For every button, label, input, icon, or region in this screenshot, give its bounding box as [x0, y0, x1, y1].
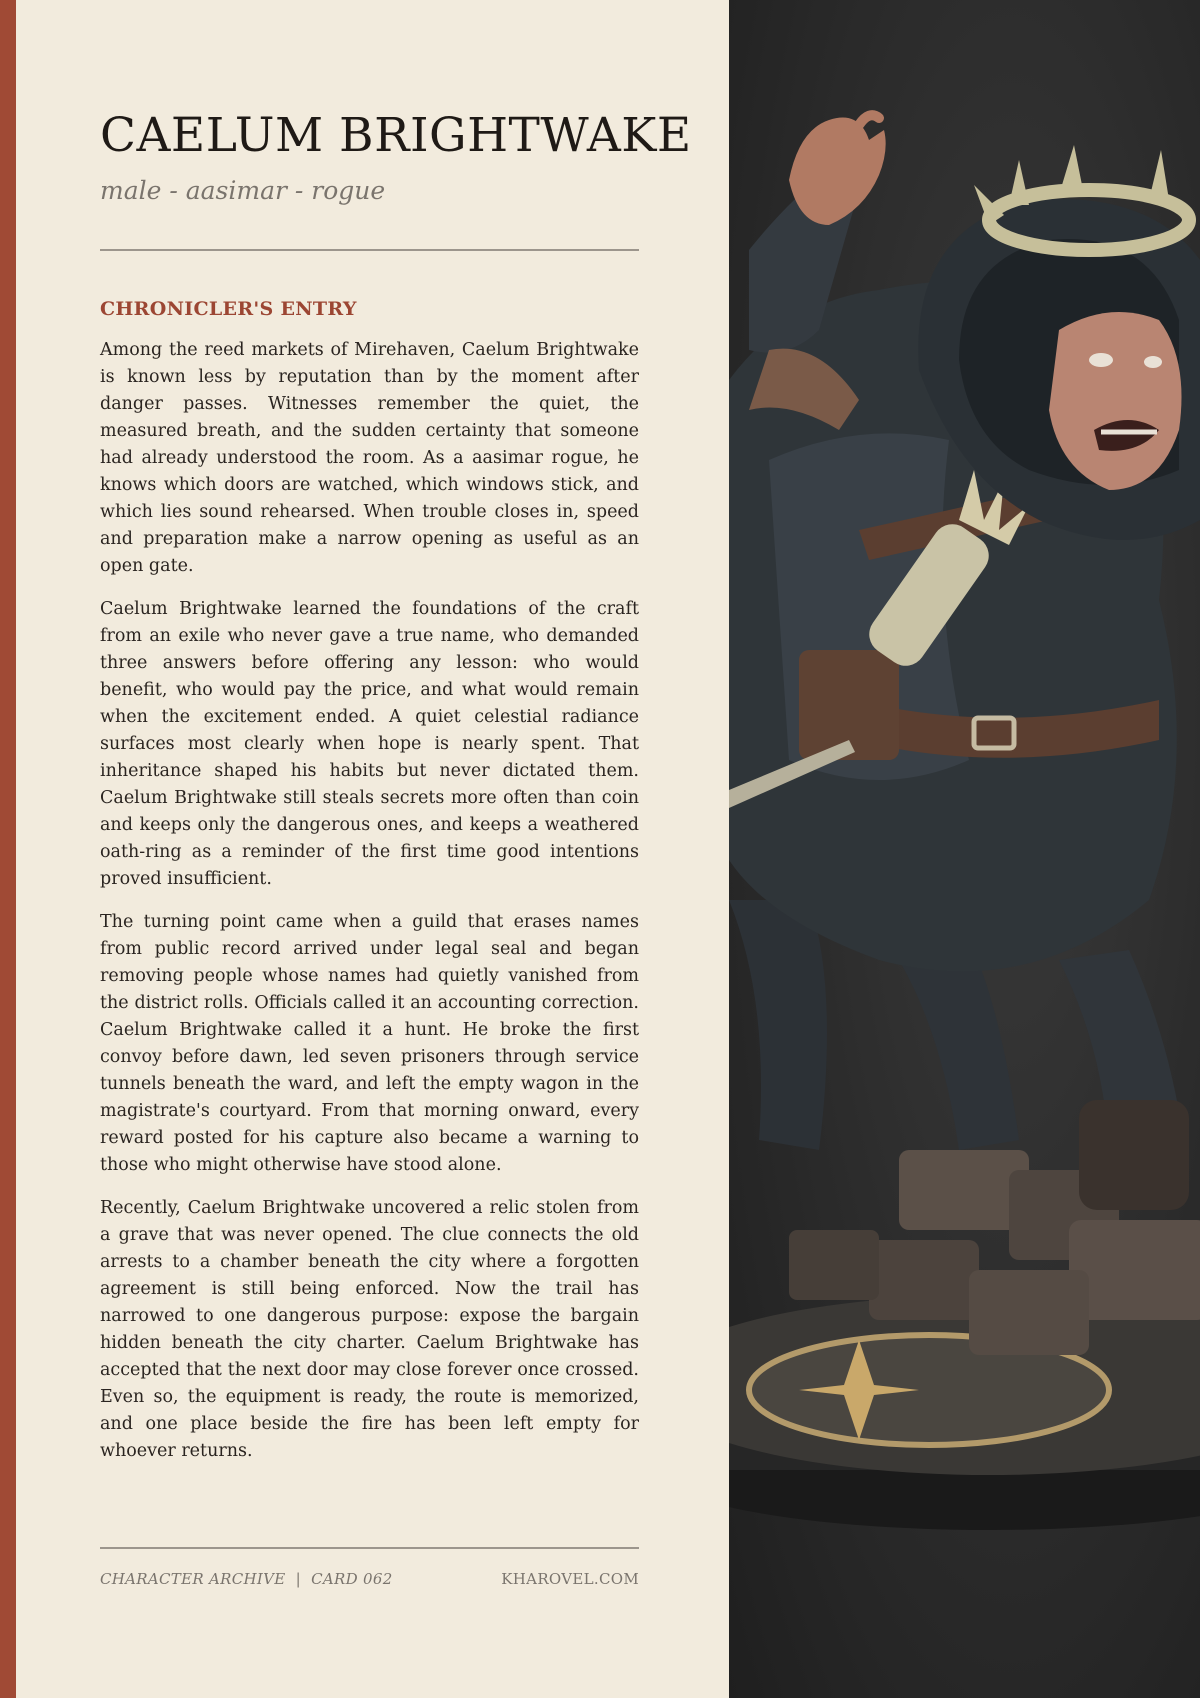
accent-bar — [0, 0, 16, 1698]
character-descriptor: male - aasimar - rogue — [100, 176, 386, 205]
archive-label: CHARACTER ARCHIVE | CARD 062 — [100, 1570, 393, 1588]
entry-paragraph: Among the reed markets of Mirehaven, Caelum Brightwake is known less by reputation than by the moment after danger passes. Witnesses remember the quiet, the measured breath, and the sudden certainty that someone had already understood the room. As a aasimar rogue, he knows which doors are watched, which windows stick, and which lies sound rehearsed. When trouble closes in, speed and preparation make a narrow opening as useful as an open gate. — [100, 340, 639, 576]
footer-divider — [100, 1547, 639, 1549]
entry-paragraph: The turning point came when a guild that erases names from public record arrived under legal seal and began removing people whose names had quietly vanished from the district rolls. Officials called it an accounting correction. Caelum Brightwake called it a hunt. He broke the first convoy before dawn, led seven prisoners through service tunnels beneath the ward, and left the empty wagon in the magistrate's courtyard. From that morning onward, every reward posted for his capture also became a warning to those who might otherwise have stood alone. — [100, 912, 639, 1175]
chronicle-entry — [100, 337, 639, 1481]
entry-paragraph: Recently, Caelum Brightwake uncovered a relic stolen from a grave that was never opened. The clue connects the old arrests to a chamber beneath the city where a forgotten agreement is still being enforced. Now the trail has narrowed to one dangerous purpose: expose the bargain hidden beneath the city charter. Caelum Brightwake has accepted that the next door may close forever once crossed. Even so, the equipment is ready, the route is memorized, and one place beside the fire has been left empty for whoever returns. — [100, 1198, 639, 1461]
character-artwork — [729, 0, 1200, 1698]
site-link[interactable]: KHAROVEL.COM — [501, 1570, 639, 1588]
header-divider — [100, 249, 639, 251]
character-name: CAELUM BRIGHTWAKE — [100, 108, 692, 163]
miniature-illustration — [729, 0, 1200, 1698]
section-heading: CHRONICLER'S ENTRY — [100, 298, 357, 320]
entry-paragraph: Caelum Brightwake learned the foundations of the craft from an exile who never gave a true name, who demanded three answers before offering any lesson: who would benefit, who would pay the price, and what would remain when the excitement ended. A quiet celestial radiance surfaces most clearly when hope is nearly spent. That inheritance shaped his habits but never dictated them. Caelum Brightwake still steals secrets more often than coin and keeps only the dangerous ones, and keeps a weathered oath-ring as a reminder of the first time good intentions proved insufficient. — [100, 599, 639, 889]
